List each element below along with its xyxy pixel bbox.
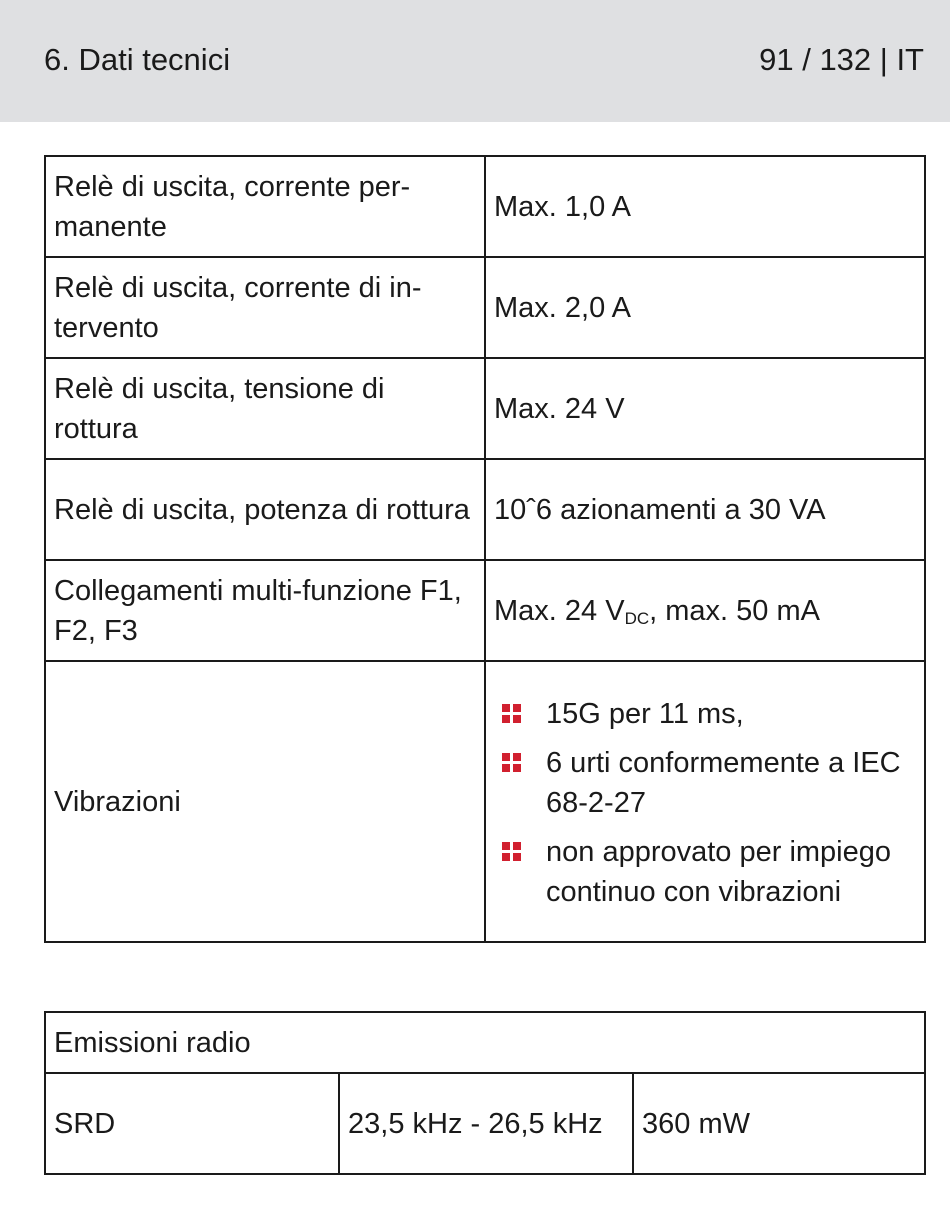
spec-value: [485, 560, 925, 661]
specs-table: [44, 155, 926, 943]
section-title: 6. Dati tecnici: [44, 42, 231, 77]
radio-type: SRD: [45, 1073, 339, 1174]
spec-value-suffix: , max. 50 mA: [649, 594, 820, 627]
table-row: [45, 257, 925, 358]
radio-table-title: Emissioni radio: [45, 1012, 925, 1073]
radio-power: 360 mW: [633, 1073, 925, 1174]
list-item: [500, 743, 916, 823]
table-row: [45, 560, 925, 661]
spec-label: Collegamenti multi-funzione F1, F2, F3: [45, 560, 485, 661]
table-row: [45, 459, 925, 560]
vibration-list: [500, 694, 916, 912]
red-square-grid-icon: [502, 704, 522, 724]
list-item-text: 6 urti conformemente a IEC 68-2-27: [546, 747, 901, 819]
spec-value-prefix: Max. 24 V: [494, 594, 625, 627]
table-header-row: [45, 1012, 925, 1073]
table-row: [45, 1073, 925, 1174]
red-square-grid-icon: [502, 842, 522, 862]
radio-frequency: 23,5 kHz - 26,5 kHz: [339, 1073, 633, 1174]
spec-value: Max. 2,0 A: [485, 257, 925, 358]
spec-label: Relè di uscita, tensione di rottura: [45, 358, 485, 459]
page-header: [0, 0, 950, 122]
spec-value: 10ˆ6 azionamenti a 30 VA: [485, 459, 925, 560]
radio-emissions-table: [44, 1011, 926, 1175]
spec-value-subscript: DC: [624, 608, 650, 628]
spec-label: Relè di uscita, potenza di rottura: [45, 459, 485, 560]
spec-label: Relè di uscita, corrente di in-tervento: [45, 257, 485, 358]
spec-label: Relè di uscita, corrente per-manente: [45, 156, 485, 257]
page-indicator: 91 / 132 | IT: [759, 42, 924, 77]
table-row: [45, 358, 925, 459]
spec-value: Max. 24 V: [485, 358, 925, 459]
list-item-text: 15G per 11 ms,: [546, 698, 744, 730]
table-row: [45, 156, 925, 257]
list-item-text: non approvato per impiego continuo con vibrazioni: [546, 836, 892, 908]
spec-value: Max. 1,0 A: [485, 156, 925, 257]
table-row: [45, 661, 925, 942]
spec-label: Vibrazioni: [45, 661, 485, 942]
list-item: [500, 832, 916, 912]
list-item: [500, 694, 916, 734]
red-square-grid-icon: [502, 753, 522, 773]
spec-value: [485, 661, 925, 942]
